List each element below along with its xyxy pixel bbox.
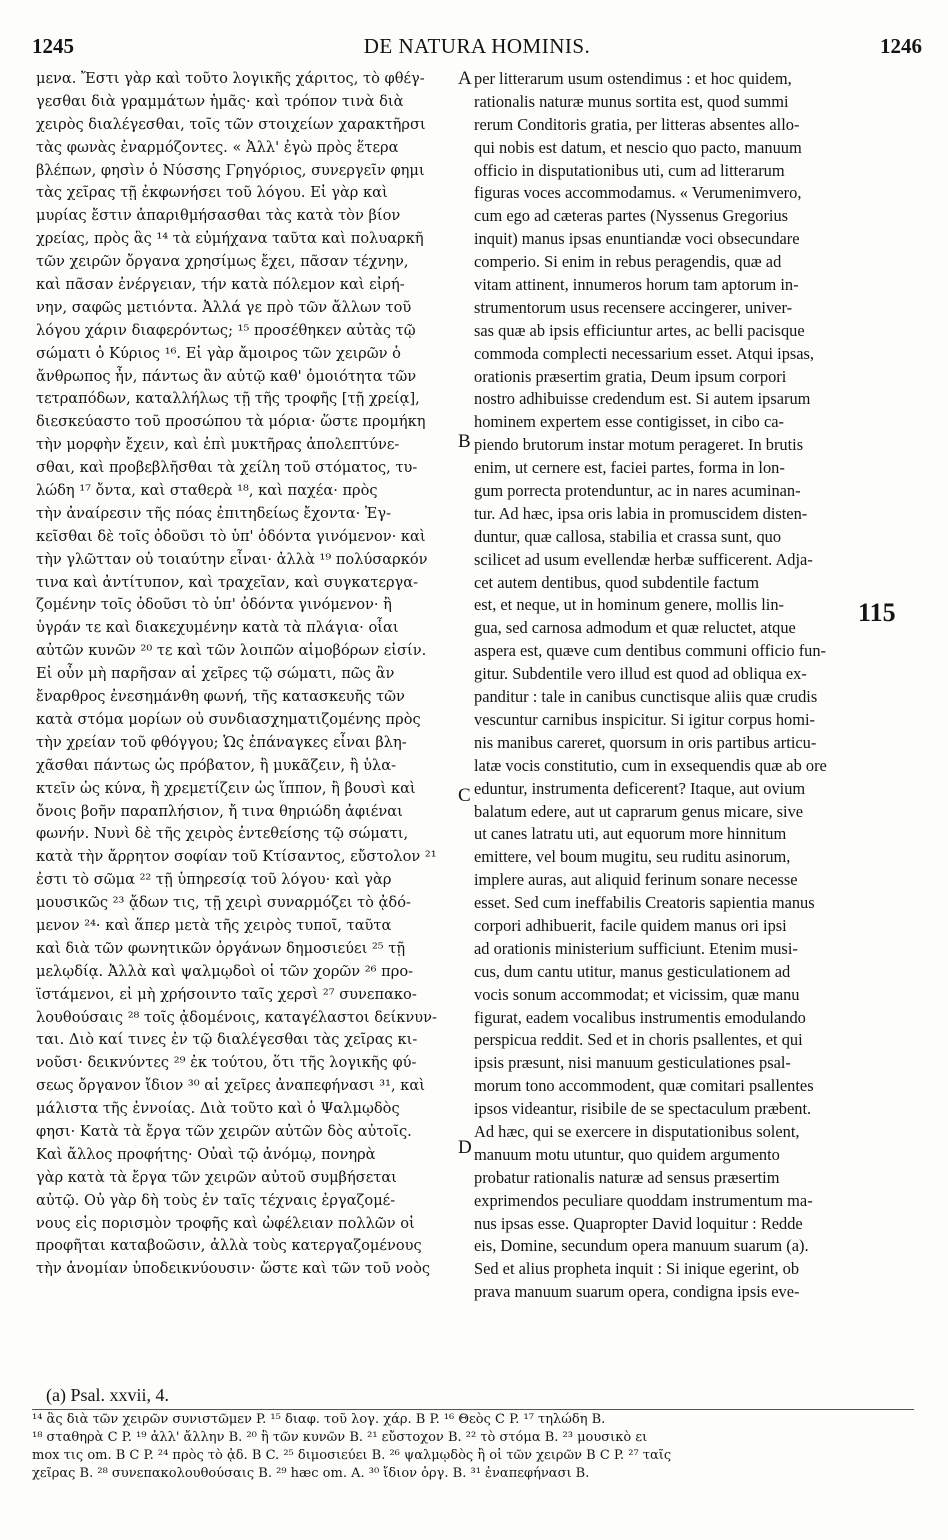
latin-text-line: nis manibus careret, quorsum in oris partibus articu- <box>474 732 817 752</box>
latin-text-line: cet autem dentibus, quod subdentile factum <box>474 572 759 592</box>
greek-text-line: Εἰ οὖν μὴ παρῆσαν αἱ χεῖρες τῷ σώματι, πῶς ἂν <box>36 665 395 683</box>
greek-text-line: βλέπων, φησὶν ὁ Νύσσης Γρηγόριος, συνεργεῖν φημι <box>36 161 425 179</box>
greek-text-line: μουσικῶς ²³ ᾄδων τις, τῇ χειρὶ συναρμόζει τὸ ᾀδό- <box>36 894 411 912</box>
latin-text-line: sas quæ ab ipsis efficiuntur artes, ac belli pacisque <box>474 320 805 340</box>
latin-text-line: commoda complecti necessarium esset. Atqui ipsas, <box>474 343 815 363</box>
latin-text-line: panditur : tale in canibus cunctisque aliis quæ crudis <box>474 687 818 707</box>
latin-text-line: morum tono accommodent, quæ comitari psallentes <box>474 1076 814 1096</box>
latin-text-line: ad orationis ministerium sufficiunt. Etenim musi- <box>474 938 798 958</box>
latin-footnote-reference: (a) Psal. xxvii, 4. <box>46 1385 169 1405</box>
greek-text-line: τὴν χρείαν τοῦ φθόγγου; Ὡς ἐπάναγκες εἶναι βλη- <box>36 733 407 751</box>
latin-text-line: ipsis præsunt, nisi manuum gesticulationes psal- <box>474 1053 791 1073</box>
latin-text-line: emittere, vel boum mugitu, seu ruditu asinorum, <box>474 847 791 867</box>
greek-text-line: προφῆται καταβοῶσιν, ἀλλὰ τοὺς κατεργαζομένους <box>36 1237 422 1255</box>
latin-text-line: nus ipsas esse. Quapropter David loquitur : Redde <box>474 1213 803 1233</box>
greek-text-line: καὶ διὰ τῶν φωνητικῶν ὀργάνων δημοσιεύει ²⁵ τῇ <box>36 939 406 957</box>
latin-text-line: enim, ut cernere est, faciei partes, forma in lon- <box>474 458 785 478</box>
greek-text-line: αὐτῶν κυνῶν ²⁰ τε καὶ τῶν λοιπῶν αἱμοβόρων εἰσίν. <box>36 642 427 660</box>
greek-text-line: τὴν γλῶτταν οὐ τοιαύτην εἶναι· ἀλλὰ ¹⁹ πολύσαρκόν <box>36 550 428 568</box>
latin-text-line: eduntur, instrumenta deficerent? Itaque, aut ovium <box>474 778 806 798</box>
latin-text-line: rationalis naturæ munus sortita est, quod summi <box>474 91 789 111</box>
latin-text-column <box>474 68 912 1304</box>
latin-text-line: officio in disputationibus uti, cum ad litterarum <box>474 160 785 180</box>
greek-text-line: μάλιστα τῆς ἐννοίας. Διὰ τοῦτο καὶ ὁ Ψαλμῳδὸς <box>36 1100 400 1118</box>
greek-text-line: σεως ὄργανον ἴδιον ³⁰ αἱ χεῖρες ἀναπεφήνασι ³¹, καὶ <box>36 1077 425 1095</box>
margin-marker-d: D <box>458 1137 472 1158</box>
latin-text-line: gua, sed carnosa admodum et quæ reluctet, atque <box>474 618 796 638</box>
page-title: DE NATURA HOMINIS. <box>363 34 591 58</box>
latin-text-line: vocis sonum accommodat; et vicissim, quæ manu <box>474 984 800 1004</box>
latin-text-line: figuras voces accommodamus. « Verumenimvero, <box>474 183 802 203</box>
latin-text-line: cus, dum cantu utitur, manus gesticulationem ad <box>474 961 791 981</box>
greek-text-line: ὑγράν τε καὶ διακεχυμένην κατὰ τὰ πλάγια· οἷαι <box>36 619 399 637</box>
latin-text-line: cum ego ad cæteras partes (Nyssenus Gregorius <box>474 206 789 226</box>
greek-text-line: ἔναρθρος ἐνεσημάνθη φωνή, τῆς κατασκευῆς τῶν <box>36 688 405 706</box>
column-number: 115 <box>858 598 896 627</box>
latin-text-line: implere auras, aut aliquid ferinum sonare necesse <box>474 870 798 890</box>
latin-text-line: ipsos videantur, risibile de se spectaculum præbent. <box>474 1099 812 1119</box>
greek-text-line: τὰς χεῖρας τῇ ἐκφωνήσει τοῦ λόγου. Εἰ γὰρ καὶ <box>36 184 388 202</box>
latin-text-line: manuum motu utuntur, quo quidem argumento <box>474 1144 780 1164</box>
greek-text-line: κατὰ τὴν ἄρρητον σοφίαν τοῦ Κτίσαντος, εὔστολον ²¹ <box>36 848 437 866</box>
greek-text-line: κεῖσθαι δὲ τοῖς ὀδοῦσι τὸ ὑπ' ὀδόντα γινόμενον· καὶ <box>36 527 426 545</box>
latin-text-line: Ad hæc, qui se exercere in disputationibus solent, <box>474 1121 800 1141</box>
latin-text-line: esset. Sed cum ineffabilis Creatoris sapientia manus <box>474 893 815 913</box>
latin-text-line: strumentorum usus recensere accingerer, univer- <box>474 297 793 317</box>
latin-text-line: gum porrecta protenduntur, ac in nares acuminan- <box>474 481 801 501</box>
greek-text-line: σθαι, καὶ προβεβλῆσθαι τὰ χείλη τοῦ στόματος, τυ- <box>36 459 418 477</box>
greek-text-line: ὄνοις βοῆν παραπλήσιον, ἤ τινα θηριώδη ἀφιέναι <box>36 802 403 820</box>
margin-marker-b: B <box>458 431 471 452</box>
greek-text-line: ἄνθρωπος ἦν, πάντως ἂν αὐτῷ καθ' ὁμοιότητα τῶν <box>36 367 417 385</box>
greek-text-line: λόγου χάριν διαφερόντως; ¹⁵ προσέθηκεν αὐτὰς τῷ <box>36 321 416 339</box>
latin-text-line: perspicua reddit. Sed et in choris psallentes, et qui <box>474 1030 803 1050</box>
greek-text-line: διεσκεύαστο τοῦ προσώπου τὰ μόρια· ὥστε προμήκη <box>36 413 426 431</box>
greek-text-line: σώματι ὁ Κύριος ¹⁶. Εἰ γὰρ ἄμοιρος τῶν χειρῶν ὁ <box>36 344 401 362</box>
greek-text-line: νους εἰς πορισμὸν τροφῆς καὶ ὠφέλειαν πολλῶν οἱ <box>36 1214 415 1232</box>
greek-text-line: τὴν ἀναίρεσιν τῆς πόας ἐπιτηδείως ἔχοντα· Ἐγ- <box>36 504 392 522</box>
greek-text-line: αὐτῷ. Οὐ γὰρ δὴ τοὺς ἐν ταῖς τέχναις ἐργαζομέ- <box>36 1191 396 1209</box>
greek-text-line: χᾶσθαι πάντως ὡς πρόβατον, ἢ μυκᾶζειν, ἢ ὑλα- <box>36 756 397 774</box>
running-header <box>32 34 922 64</box>
greek-text-line: μενα. Ἔστι γὰρ καὶ τοῦτο λογικῆς χάριτος, τὸ φθέγ- <box>36 70 425 87</box>
footnote-line: ¹⁴ ἃς διὰ τῶν χειρῶν συνιστῶμεν P. ¹⁵ διαφ. τοῦ λογ. χάρ. B P. ¹⁶ Θεὸς C P. ¹⁷ τηλώδη B. <box>32 1412 606 1427</box>
latin-text-line: piendo brutorum instar motum perageret. In brutis <box>474 435 804 455</box>
latin-text-line: Sed et alius propheta inquit : Si inique egerint, ob <box>474 1259 800 1279</box>
greek-text-line: φησι· Κατὰ τὰ ἔργα τῶν χειρῶν αὐτῶν δὸς αὐτοῖς. <box>36 1122 412 1140</box>
greek-text-line: φωνήν. Νυνὶ δὲ τῆς χειρὸς ἐντεθείσης τῷ σώματι, <box>36 825 409 843</box>
latin-text-line: prava manuum suarum opera, condigna ipsis eve- <box>474 1282 800 1302</box>
footnote-line: ¹⁸ σταθηρὰ C P. ¹⁹ ἀλλ' ἄλλην B. ²⁰ ἢ τῶν κυνῶν B. ²¹ εὔστοχον B. ²² τὸ στόμα B. ²³ μουσικὸ ει <box>32 1430 648 1445</box>
footnote-line: mox τις om. B C P. ²⁴ πρὸς τὸ ᾀδ. B C. ²⁵ διμοσιεύει B. ²⁶ ψαλμῳδὸς ἢ οἱ τῶν χειρῶν B C P. ²⁷ ταῖς <box>32 1448 672 1463</box>
greek-text-line: κατὰ στόμα μορίων οὐ συνδιασχηματιζομένης πρὸς <box>36 710 421 728</box>
latin-text-line: qui nobis est datum, et nescio quo pacto, manuum <box>474 137 802 157</box>
greek-text-line: τινα καὶ ἀντίτυπον, καὶ τραχεῖαν, καὶ συγκατεργα- <box>36 573 419 591</box>
margin-marker-c: C <box>458 785 471 806</box>
latin-text-line: nostro adhibuisse credendum est. Si autem ipsarum <box>474 389 811 409</box>
latin-text-line: per litterarum usum ostendimus : et hoc quidem, <box>474 69 792 88</box>
latin-text-line: balatum edere, aut ut caprarum genus micare, sive <box>474 801 804 821</box>
latin-text-line: figurat, eadem vocalibus instrumentis emodulando <box>474 1007 806 1027</box>
greek-text-line: μενον ²⁴· καὶ ἅπερ μετὰ τῆς χειρὸς τυποῖ, ταῦτα <box>36 916 392 934</box>
latin-text-line: eis, Domine, secundum opera manuum suarum (a). <box>474 1236 809 1256</box>
greek-text-line: καὶ πᾶσαν ἐνέργειαν, τήν κατὰ πόλεμον καὶ εἰρή- <box>36 276 405 294</box>
greek-text-line: μυρίας ἔστιν ἀπαριθμήσασθαι τὰς κατὰ τὸν βίον <box>36 207 401 225</box>
greek-text-line: ται. Διὸ καί τινες ἐν τῷ διαλέγεσθαι τὰς χεῖρας κι- <box>36 1031 418 1049</box>
latin-text-line: gitur. Subdentile vero illud est quod ad obliqua ex- <box>474 664 807 684</box>
footnote-divider <box>32 1409 914 1410</box>
greek-text-line: γὰρ κατὰ τὰ ἔργα τῶν χειρῶν αὐτοῦ συμβήσεται <box>36 1168 397 1186</box>
latin-text-line: duntur, quæ callosa, stabilia et crassa sunt, quo <box>474 526 782 546</box>
latin-text-line: exprimendos peculiare quoddam instrumentum ma- <box>474 1190 813 1210</box>
greek-text-line: τὴν ἀνομίαν ὑποδεικνύουσιν· ὥστε καὶ τῶν τοῦ νοὸς <box>36 1260 431 1278</box>
greek-text-line: κτεῖν ὡς κύνα, ἢ χρεμετίζειν ὡς ἵππον, ἢ βουσὶ καὶ <box>36 779 416 797</box>
latin-text-line: vitam attinent, innumeros horum tam aptorum in- <box>474 275 799 295</box>
margin-marker-a: A <box>458 68 472 89</box>
greek-text-line: Καὶ ἄλλος προφήτης· Οὐαὶ τῷ ἀνόμῳ, πονηρὰ <box>36 1145 376 1163</box>
greek-text-line: νοῦσι· δεικνύντες ²⁹ ἐκ τούτου, ὅτι τῆς λογικῆς φύ- <box>36 1054 417 1072</box>
latin-text-line: comperio. Si enim in rebus peragendis, quæ ad <box>474 252 782 272</box>
latin-text-line: vescuntur carnibus inspicitur. Si igitur corpus homi- <box>474 709 815 729</box>
greek-text-line: ἐστι τὸ σῶμα ²² τῇ ὑπηρεσίᾳ τοῦ λόγου· καὶ γὰρ <box>36 871 392 889</box>
greek-text-line: χρείας, πρὸς ἃς ¹⁴ τὰ εὐμήχανα ταῦτα καὶ πολυαρκῆ <box>36 230 424 248</box>
greek-text-line: τὴν μορφὴν ἔχειν, καὶ ἐπὶ μυκτῆρας ἀπολεπτύνε- <box>36 436 400 454</box>
greek-text-line: ϊστάμενοι, εἰ μὴ χρήσοιντο ταῖς χερσὶ ²⁷ συνεπακο- <box>36 985 417 1003</box>
latin-text-line: scilicet ad usum evellendæ herbæ sufficerent. Adja- <box>474 549 813 569</box>
latin-text-line: tur. Ad hæc, ipsa oris labia in promuscidem disten- <box>474 503 808 523</box>
latin-text-line: rerum Conditoris gratia, per litteras absentes allo- <box>474 114 800 134</box>
greek-text-line: λώδη ¹⁷ ὄντα, καὶ σταθερὰ ¹⁸, καὶ παχέα· πρὸς <box>36 482 378 500</box>
footnote-line: χεῖρας B. ²⁸ συνεπακολουθούσαις B. ²⁹ hæc om. A. ³⁰ ἴδιον ὀργ. B. ³¹ ἐναπεφήνασι B. <box>32 1466 590 1481</box>
latin-text-line: latæ vocis constitutio, cum in exsequendis quæ ab ore <box>474 755 827 775</box>
latin-text-line: ut canes latratu uti, aut equorum more hinnitum <box>474 824 787 844</box>
latin-text-line: inquit) manus ipsas enuntiandæ voci obsecundare <box>474 229 800 249</box>
greek-text-line: χειρὸς διαλέγεσθαι, τοῖς τῶν στοιχείων χαρακτῆρσι <box>36 115 426 133</box>
greek-text-line: τετραπόδων, καταλλήλως τῇ τῆς τροφῆς [τῇ χρείᾳ], <box>36 390 420 408</box>
latin-text-line: hominem expertem esse contigisset, in cibo ca- <box>474 412 784 432</box>
greek-text-line: νην, σαφῶς μετιόντα. Ἀλλά γε πρὸ τῶν ἄλλων τοῦ <box>36 298 412 316</box>
greek-text-line: μελῳδίᾳ. Ἀλλὰ καὶ ψαλμῳδοὶ οἱ τῶν χορῶν ²⁶ προ- <box>36 962 414 980</box>
page-number-left: 1245 <box>32 34 74 58</box>
greek-text-line: ζομένην τοῖς ὀδοῦσι τὸ ὑπ' ὀδόντα γινόμενον· ἢ <box>36 596 392 614</box>
greek-text-column <box>36 68 454 1281</box>
latin-text-line: est, et neque, ut in hominum genere, mollis lin- <box>474 595 784 615</box>
greek-text-line: τὰς φωνὰς ἐναρμόζοντες. « Ἀλλ' ἐγὼ πρὸς ἕτερα <box>36 138 399 156</box>
latin-text-line: aspera est, quæve cum dentibus communi officio fun- <box>474 641 827 661</box>
page-number-right: 1246 <box>880 34 922 58</box>
greek-text-line: λουθούσαις ²⁸ τοῖς ᾀδομένοις, καταγέλαστοι δείκνυν- <box>36 1008 437 1026</box>
footnotes <box>32 1411 910 1483</box>
latin-text-line: corpori adhibuerit, facile quidem manus ori ipsi <box>474 915 787 935</box>
latin-text-line: orationis præsertim gratia, Deum ipsum corpori <box>474 366 787 386</box>
greek-text-line: γεσθαι διὰ γραμμάτων ἡμᾶς· καὶ τρόπον τινὰ διὰ <box>36 92 404 110</box>
greek-text-line: τῶν χειρῶν ὄργανα χρησίμως ἔχει, πᾶσαν τέχνην, <box>36 253 409 271</box>
latin-text-line: probatur rationalis naturæ ad sensus præsertim <box>474 1167 780 1187</box>
